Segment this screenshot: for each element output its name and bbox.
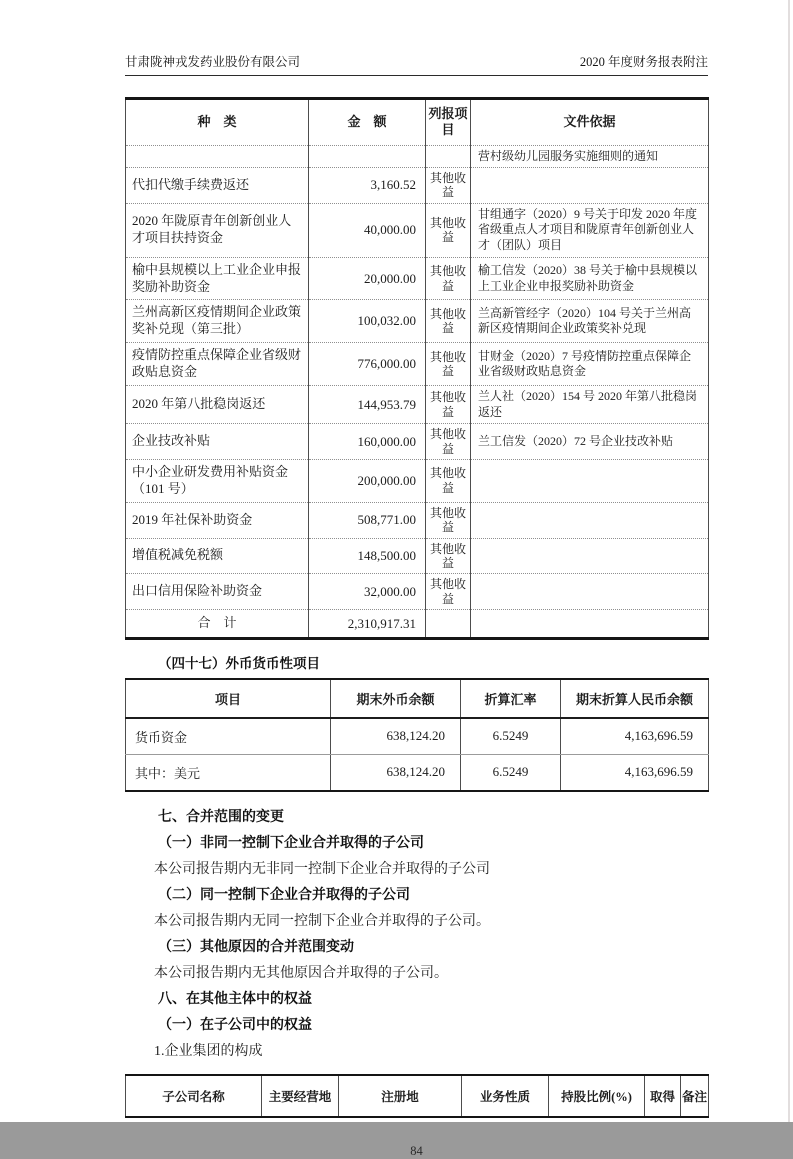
fx-table-header-row — [126, 679, 709, 718]
total-label: 合 计 — [126, 610, 309, 639]
subsection-heading: （三）其他原因的合并范围变动 — [158, 939, 354, 955]
cell-basis — [471, 459, 709, 502]
cell-amount: 3,160.52 — [309, 168, 426, 204]
company-name: 甘肃陇神戎发药业股份有限公司 — [125, 55, 301, 69]
table-row — [126, 574, 709, 610]
cell-basis: 甘财金（2020）7 号疫情防控重点保障企业省级财政贴息资金 — [471, 343, 709, 386]
cell-rate: 6.5249 — [461, 754, 561, 791]
total-row — [126, 610, 709, 639]
cell-item: 其他收益 — [426, 203, 471, 257]
subsidy-table — [125, 97, 709, 640]
note-paragraph: 1.企业集团的构成 — [154, 1043, 263, 1059]
cell-item: 其他收益 — [426, 424, 471, 460]
page-number: 84 — [410, 1143, 423, 1158]
table-row — [126, 300, 709, 343]
cell-item: 其他收益 — [426, 257, 471, 300]
section-heading: 七、合并范围的变更 — [158, 809, 284, 825]
cell-kind: 增值税减免税额 — [126, 538, 309, 574]
cell-basis: 兰人社（2020）154 号 2020 年第八批稳岗返还 — [471, 386, 709, 424]
subsection-heading: （一）非同一控制下企业合并取得的子公司 — [158, 835, 424, 851]
cell-fc-balance: 638,124.20 — [331, 718, 461, 755]
table-row — [126, 257, 709, 300]
doc-title: 2020 年度财务报表附注 — [579, 55, 708, 69]
total-amount: 2,310,917.31 — [309, 610, 426, 639]
column-header-acquired: 取得 — [645, 1075, 681, 1117]
cell-basis: 兰工信发（2020）72 号企业技改补贴 — [471, 424, 709, 460]
cell-item-empty — [426, 610, 471, 639]
cell-amount: 148,500.00 — [309, 538, 426, 574]
cell-item: 其他收益 — [426, 459, 471, 502]
cell-basis: 甘组通字（2020）9 号关于印发 2020 年度省级重点人才项目和陇原青年创新创业人才（团队）项目 — [471, 203, 709, 257]
cell-amount: 144,953.79 — [309, 386, 426, 424]
cell-basis: 兰高新管经字（2020）104 号关于兰州高新区疫情期间企业政策奖补兑现 — [471, 300, 709, 343]
cell-basis: 营村级幼儿园服务实施细则的通知 — [471, 145, 709, 168]
cell-rmb-balance: 4,163,696.59 — [561, 718, 709, 755]
column-header-registered-location: 注册地 — [339, 1075, 462, 1117]
cell-kind — [126, 145, 309, 168]
cell-kind: 疫情防控重点保障企业省级财政贴息资金 — [126, 343, 309, 386]
cell-amount: 20,000.00 — [309, 257, 426, 300]
subsidy-table-header-row — [126, 99, 709, 146]
cell-item — [426, 145, 471, 168]
subsection-heading: （二）同一控制下企业合并取得的子公司 — [158, 887, 410, 903]
column-header-rmb-balance: 期末折算人民币余额 — [561, 679, 709, 718]
cell-rate: 6.5249 — [461, 718, 561, 755]
header-rule — [125, 75, 708, 76]
cell-project: 货币资金 — [126, 718, 331, 755]
table-row — [126, 386, 709, 424]
document-header — [125, 52, 708, 70]
fx-section-title: （四十七）外币货币性项目 — [158, 655, 320, 671]
column-header-subsidiary-name: 子公司名称 — [126, 1075, 262, 1117]
subsidiary-table-header-row — [126, 1075, 709, 1117]
cell-item: 其他收益 — [426, 538, 471, 574]
cell-basis-empty — [471, 610, 709, 639]
cell-basis — [471, 574, 709, 610]
note-paragraph: 本公司报告期内无其他原因合并取得的子公司。 — [154, 965, 448, 981]
cell-kind: 榆中县规模以上工业企业申报奖励补助资金 — [126, 257, 309, 300]
cell-item: 其他收益 — [426, 343, 471, 386]
cell-kind: 2019 年社保补助资金 — [126, 502, 309, 538]
table-row — [126, 502, 709, 538]
cell-item: 其他收益 — [426, 386, 471, 424]
fx-table — [125, 678, 709, 792]
cell-item: 其他收益 — [426, 168, 471, 204]
subsidiary-table — [125, 1074, 709, 1118]
cell-basis: 榆工信发（2020）38 号关于榆中县规模以上工业企业申报奖励补助资金 — [471, 257, 709, 300]
cell-fc-balance: 638,124.20 — [331, 754, 461, 791]
cell-item: 其他收益 — [426, 300, 471, 343]
table-row — [126, 538, 709, 574]
cell-amount: 508,771.00 — [309, 502, 426, 538]
table-row — [126, 459, 709, 502]
cell-rmb-balance: 4,163,696.59 — [561, 754, 709, 791]
column-header-project: 项目 — [126, 679, 331, 718]
column-header-item: 列报项目 — [426, 99, 471, 146]
cell-kind: 企业技改补贴 — [126, 424, 309, 460]
note-paragraph: 本公司报告期内无非同一控制下企业合并取得的子公司 — [154, 861, 490, 877]
cell-item: 其他收益 — [426, 502, 471, 538]
cell-amount: 160,000.00 — [309, 424, 426, 460]
cell-kind: 代扣代缴手续费返还 — [126, 168, 309, 204]
cell-amount: 100,032.00 — [309, 300, 426, 343]
column-header-main-location: 主要经营地 — [262, 1075, 339, 1117]
cell-amount — [309, 145, 426, 168]
column-header-basis: 文件依据 — [471, 99, 709, 146]
cell-amount: 40,000.00 — [309, 203, 426, 257]
column-header-shareholding-ratio: 持股比例(%) — [549, 1075, 645, 1117]
cell-kind: 2020 年陇原青年创新创业人才项目扶持资金 — [126, 203, 309, 257]
table-row — [126, 145, 709, 168]
column-header-remark: 备注 — [681, 1075, 709, 1117]
cell-project: 其中：美元 — [126, 754, 331, 791]
cell-basis — [471, 538, 709, 574]
scan-edge-artifact — [788, 0, 790, 1122]
table-row — [126, 343, 709, 386]
subsection-heading: （一）在子公司中的权益 — [158, 1017, 312, 1033]
cell-kind: 兰州高新区疫情期间企业政策奖补兑现（第三批） — [126, 300, 309, 343]
column-header-kind: 种 类 — [126, 99, 309, 146]
column-header-amount: 金 额 — [309, 99, 426, 146]
column-header-rate: 折算汇率 — [461, 679, 561, 718]
table-row — [126, 754, 709, 791]
cell-item: 其他收益 — [426, 574, 471, 610]
cell-amount: 200,000.00 — [309, 459, 426, 502]
note-paragraph: 本公司报告期内无同一控制下企业合并取得的子公司。 — [154, 913, 490, 929]
cell-amount: 776,000.00 — [309, 343, 426, 386]
section-heading: 八、在其他主体中的权益 — [158, 991, 312, 1007]
notes-section — [125, 805, 708, 1065]
cell-amount: 32,000.00 — [309, 574, 426, 610]
cell-basis — [471, 168, 709, 204]
column-header-business-nature: 业务性质 — [462, 1075, 549, 1117]
column-header-fc-balance: 期末外币余额 — [331, 679, 461, 718]
cell-kind: 出口信用保险补助资金 — [126, 574, 309, 610]
page-content — [125, 0, 708, 1159]
table-row — [126, 168, 709, 204]
table-row — [126, 718, 709, 755]
table-row — [126, 424, 709, 460]
cell-basis — [471, 502, 709, 538]
cell-kind: 2020 年第八批稳岗返还 — [126, 386, 309, 424]
table-row — [126, 203, 709, 257]
cell-kind: 中小企业研发费用补贴资金（101 号） — [126, 459, 309, 502]
